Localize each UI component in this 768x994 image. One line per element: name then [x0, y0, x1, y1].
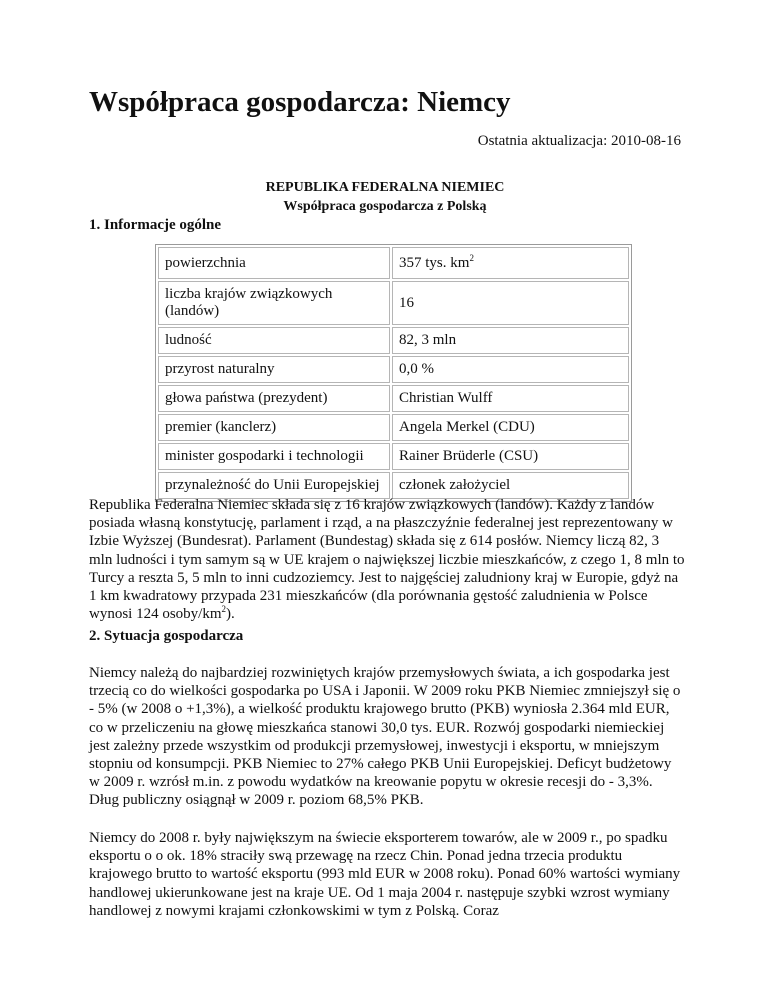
economic-situation-paragraph-1: Niemcy należą do najbardziej rozwiniętych krajów przemysłowych świata, a ich gospodarka jest trzecią co do wielkości gospodarka po USA i Japonii. W 2009 roku PKB Niemiec zmniejszył się o - 5% (w 2008 o +1,3%), a wielkość produktu krajowego brutto (PKB) wyniosła 2.364 mld EUR, co w przeliczeniu na głowę mieszkańca stanowi 30,0 tys. EUR. Rozwój gospodarki niemieckiej jest zależny przede wszystkim od produkcji przemysłowej, inwestycji i eksportu, w mniejszym stopniu od konsumpcji. PKB Niemiec to 27% całego PKB Unii Europejskiej. Deficyt budżetowy w 2009 r. wzrósł m.in. z powodu wydatków na kreowanie popytu w okresie recesji do - 3,3%. Dług publiczny osiągnął w 2009 r. poziom 68,5% PKB. [89, 665, 681, 809]
table-cell-value: Angela Merkel (CDU) [392, 414, 629, 441]
table-row [158, 472, 629, 499]
table-row [158, 281, 629, 325]
table-row [158, 327, 629, 354]
paragraph-superscript: 2 [221, 604, 227, 615]
area-superscript: 2 [469, 252, 474, 263]
table-cell-value: Rainer Brüderle (CSU) [392, 443, 629, 470]
table-cell-label: ludność [158, 327, 390, 354]
page-title: Współpraca gospodarcza: Niemcy [89, 86, 511, 118]
table-cell-label: głowa państwa (prezydent) [158, 385, 390, 412]
table-row [158, 414, 629, 441]
economic-situation-paragraph-2: Niemcy do 2008 r. były największym na świecie eksporterem towarów, ale w 2009 r., po spadku eksportu o o ok. 18% straciły swą przewagę na rzecz Chin. Ponad jedna trzecia produktu krajowego brutto to wartość eksportu (993 mld EUR w 2008 roku). Ponad 60% wartości wymiany handlowej ukierunkowane jest na kraje UE. Od 1 maja 2004 r. następuje szybki wzrost wymiany handlowej z nowymi krajami członkowskimi w tym z Polską. Coraz [89, 830, 681, 919]
table-row [158, 385, 629, 412]
table-cell-value [392, 247, 629, 279]
table-row [158, 247, 629, 279]
table-cell-label: przyrost naturalny [158, 356, 390, 383]
section-1-heading: 1. Informacje ogólne [89, 217, 222, 233]
table-cell-value: 16 [392, 281, 629, 325]
table-cell-label: premier (kanclerz) [158, 414, 390, 441]
table-cell-value: Christian Wulff [392, 385, 629, 412]
table-row [158, 356, 629, 383]
table-cell-value: członek założyciel [392, 472, 629, 499]
table-cell-label: powierzchnia [158, 247, 390, 279]
section-2-heading: 2. Sytuacja gospodarcza [89, 628, 244, 644]
area-value: 357 tys. km [399, 254, 470, 271]
paragraph-text-end: ). [226, 606, 235, 623]
general-info-table [155, 244, 632, 502]
paragraph-text: Republika Federalna Niemiec składa się z 16 krajów związkowych (landów). Każdy z landów posiada własną konstytucję, parlament i rząd, a na płaszczyźnie federalnej jest reprezentowany w Izbie Wyższej (Bundesrat). Parlament (Bundestag) składa się z 614 posłów. Niemcy liczą 82, 3 mln ludności i tym samym są w UE krajem o największej liczbie mieszkańców, z czego 1, 8 mln to Turcy a reszta 5, 5 mln to inni cudzoziemcy. Jest to najgęściej zaludniony kraj w Europie, gdyż na 1 km kwadratowy przypada 231 mieszkańców (dla porównania gęstość zaludnienia w Polsce wynosi 124 osoby/km [89, 497, 685, 623]
table-cell-label: liczba krajów związkowych (landów) [158, 281, 390, 325]
table-row [158, 443, 629, 470]
table-cell-label: minister gospodarki i technologii [158, 443, 390, 470]
country-heading: REPUBLIKA FEDERALNA NIEMIEC [265, 180, 505, 195]
general-info-paragraph [89, 496, 685, 623]
table-cell-label: przynależność do Unii Europejskiej [158, 472, 390, 499]
table-cell-value: 82, 3 mln [392, 327, 629, 354]
last-update-date: Ostatnia aktualizacja: 2010-08-16 [477, 133, 681, 149]
table-cell-value: 0,0 % [392, 356, 629, 383]
document-subheading: Współpraca gospodarcza z Polską [283, 199, 487, 214]
